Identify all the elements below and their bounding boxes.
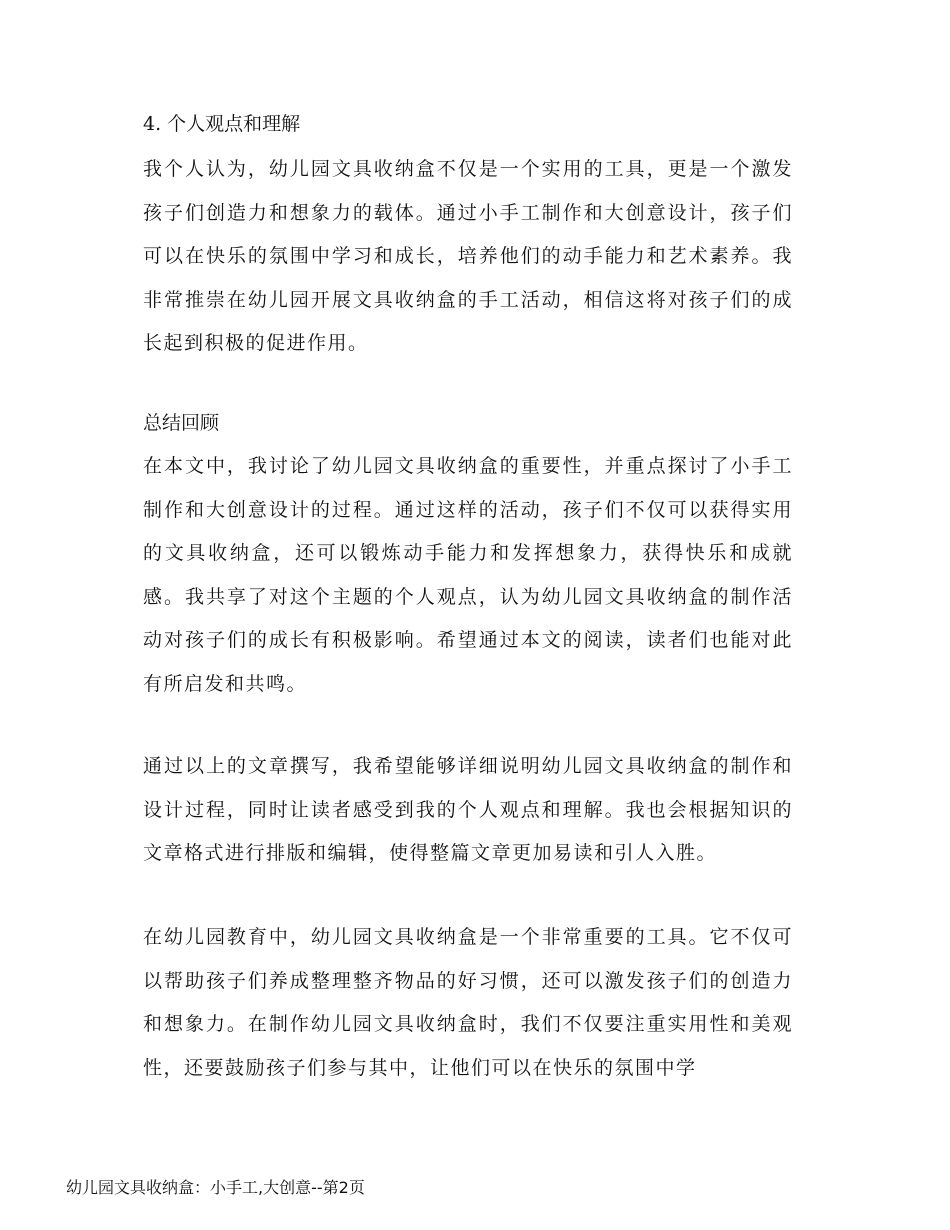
closing-paragraph: 通过以上的文章撰写，我希望能够详细说明幼儿园文具收纳盒的制作和设计过程，同时让读者感受到我的个人观点和理解。我也会根据知识的文章格式进行排版和编辑，使得整篇文章更加易读和引人入胜。 [143,755,793,864]
page-footer: 幼儿园文具收纳盒：小手工,大创意--第2页 [66,1178,365,1197]
next-paragraph: 在幼儿园教育中，幼儿园文具收纳盒是一个非常重要的工具。它不仅可以帮助孩子们养成整理整齐物品的好习惯，还可以激发孩子们的创造力和想象力。在制作幼儿园文具收纳盒时，我们不仅要注重实用性和美观性，还要鼓励孩子们参与其中，让他们可以在快乐的氛围中学 [143,926,793,1079]
summary-heading: 总结回顾 [143,412,220,434]
section-4-heading: 4. 个人观点和理解 [143,113,301,135]
summary-body: 在本文中，我讨论了幼儿园文具收纳盒的重要性，并重点探讨了小手工制作和大创意设计的过程。通过这样的活动，孩子们不仅可以获得实用的文具收纳盒，还可以锻炼动手能力和发挥想象力，获得快乐和成就感。我共享了对这个主题的个人观点，认为幼儿园文具收纳盒的制作活动对孩子们的成长有积极影响。希望通过本文的阅读，读者们也能对此有所启发和共鸣。 [143,455,793,695]
section-4-body: 我个人认为，幼儿园文具收纳盒不仅是一个实用的工具，更是一个激发孩子们创造力和想象力的载体。通过小手工制作和大创意设计，孩子们可以在快乐的氛围中学习和成长，培养他们的动手能力和艺术素养。我非常推崇在幼儿园开展文具收纳盒的手工活动，相信这将对孩子们的成长起到积极的促进作用。 [143,158,793,354]
